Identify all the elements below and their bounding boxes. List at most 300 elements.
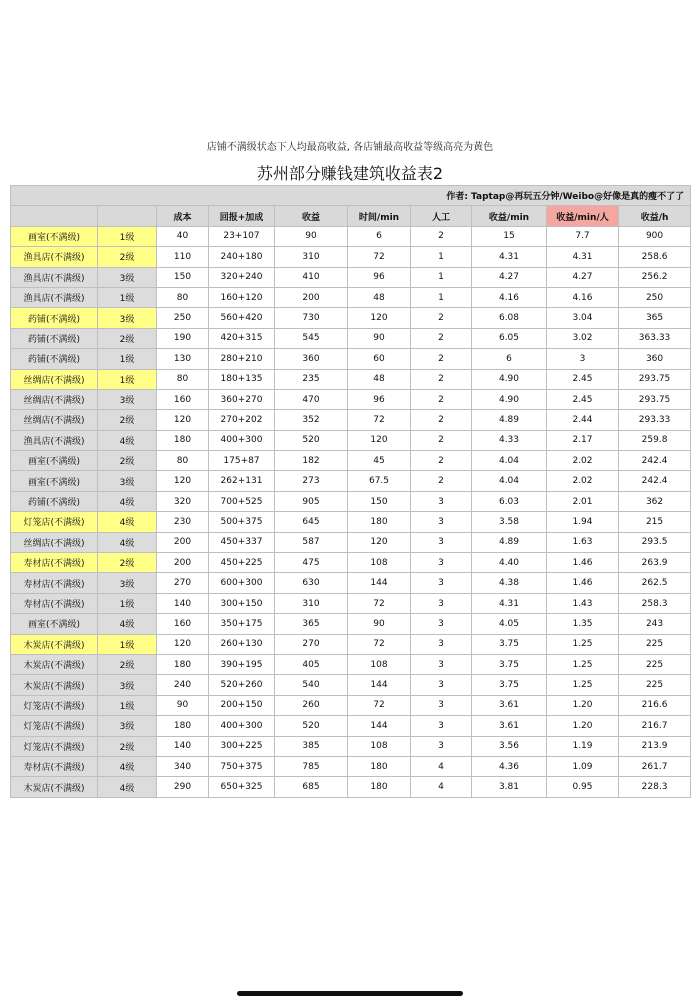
cell-per-min-worker: 1.35: [547, 614, 619, 634]
cell-workers: 2: [411, 308, 472, 328]
cell-income: 410: [275, 267, 348, 287]
cell-level: 3级: [98, 471, 157, 491]
cell-workers: 1: [411, 267, 472, 287]
cell-income: 730: [275, 308, 348, 328]
cell-income: 475: [275, 553, 348, 573]
cell-time: 48: [348, 369, 411, 389]
cell-return: 500+375: [209, 512, 275, 532]
cell-name: 灯笼店(不满级): [11, 736, 98, 756]
cell-time: 72: [348, 695, 411, 715]
cell-workers: 2: [411, 430, 472, 450]
cell-level: 4级: [98, 777, 157, 797]
cell-name: 灯笼店(不满级): [11, 716, 98, 736]
income-table: [10, 185, 691, 798]
cell-cost: 240: [157, 675, 209, 695]
cell-name: 木炭店(不满级): [11, 634, 98, 654]
col-header-level: [98, 206, 157, 226]
cell-per-hour: 228.3: [619, 777, 691, 797]
cell-time: 60: [348, 349, 411, 369]
table-row: [11, 695, 691, 715]
cell-level: 3级: [98, 716, 157, 736]
table-row: [11, 349, 691, 369]
cell-time: 108: [348, 553, 411, 573]
cell-level: 2级: [98, 736, 157, 756]
author-row: [11, 186, 691, 206]
cell-income: 470: [275, 389, 348, 409]
col-header-per-min: 收益/min: [472, 206, 547, 226]
cell-level: 4级: [98, 614, 157, 634]
cell-per-hour: 215: [619, 512, 691, 532]
cell-level: 4级: [98, 491, 157, 511]
cell-return: 400+300: [209, 716, 275, 736]
cell-return: 175+87: [209, 451, 275, 471]
cell-income: 360: [275, 349, 348, 369]
col-header-time: 时间/min: [348, 206, 411, 226]
cell-per-min: 4.36: [472, 756, 547, 776]
table-note: 店铺不满级状态下人均最高收益, 各店铺最高收益等级高亮为黄色: [206, 142, 494, 153]
cell-time: 72: [348, 634, 411, 654]
cell-income: 270: [275, 634, 348, 654]
cell-per-hour: 213.9: [619, 736, 691, 756]
cell-income: 260: [275, 695, 348, 715]
cell-time: 6: [348, 226, 411, 246]
cell-level: 1级: [98, 287, 157, 307]
cell-time: 90: [348, 614, 411, 634]
cell-level: 3级: [98, 573, 157, 593]
cell-income: 540: [275, 675, 348, 695]
cell-per-min: 6.05: [472, 328, 547, 348]
cell-workers: 2: [411, 410, 472, 430]
cell-name: 药铺(不满级): [11, 328, 98, 348]
cell-time: 96: [348, 389, 411, 409]
table-row: [11, 654, 691, 674]
cell-cost: 140: [157, 593, 209, 613]
table-row: [11, 491, 691, 511]
cell-name: 渔具店(不满级): [11, 267, 98, 287]
cell-per-min: 3.81: [472, 777, 547, 797]
cell-per-min: 3.75: [472, 634, 547, 654]
cell-per-hour: 900: [619, 226, 691, 246]
cell-time: 180: [348, 512, 411, 532]
cell-per-hour: 293.33: [619, 410, 691, 430]
table-row: [11, 593, 691, 613]
cell-income: 520: [275, 716, 348, 736]
cell-income: 90: [275, 226, 348, 246]
cell-name: 寿材店(不满级): [11, 756, 98, 776]
cell-income: 520: [275, 430, 348, 450]
table-row: [11, 756, 691, 776]
cell-per-hour: 250: [619, 287, 691, 307]
cell-cost: 340: [157, 756, 209, 776]
cell-name: 寿材店(不满级): [11, 573, 98, 593]
cell-return: 300+150: [209, 593, 275, 613]
cell-workers: 1: [411, 247, 472, 267]
table-row: [11, 410, 691, 430]
cell-return: 650+325: [209, 777, 275, 797]
cell-return: 390+195: [209, 654, 275, 674]
cell-time: 72: [348, 593, 411, 613]
cell-time: 120: [348, 308, 411, 328]
cell-cost: 320: [157, 491, 209, 511]
cell-cost: 160: [157, 614, 209, 634]
cell-per-min: 15: [472, 226, 547, 246]
cell-per-min-worker: 1.19: [547, 736, 619, 756]
author-credit: 作者: Taptap@再玩五分钟/Weibo@好像是真的瘦不了了: [11, 186, 691, 206]
cell-return: 450+337: [209, 532, 275, 552]
cell-time: 45: [348, 451, 411, 471]
cell-per-min-worker: 1.46: [547, 573, 619, 593]
cell-time: 150: [348, 491, 411, 511]
cell-per-min-worker: 3: [547, 349, 619, 369]
cell-workers: 3: [411, 675, 472, 695]
cell-name: 丝绸店(不满级): [11, 532, 98, 552]
cell-level: 1级: [98, 226, 157, 246]
cell-time: 72: [348, 410, 411, 430]
cell-per-min: 4.40: [472, 553, 547, 573]
cell-per-min: 3.58: [472, 512, 547, 532]
cell-time: 144: [348, 675, 411, 695]
cell-per-hour: 293.75: [619, 369, 691, 389]
cell-return: 270+202: [209, 410, 275, 430]
cell-return: 750+375: [209, 756, 275, 776]
cell-workers: 2: [411, 349, 472, 369]
cell-per-min-worker: 1.25: [547, 634, 619, 654]
cell-time: 120: [348, 532, 411, 552]
cell-income: 587: [275, 532, 348, 552]
cell-per-min: 3.61: [472, 695, 547, 715]
table-row: [11, 267, 691, 287]
table-row: [11, 247, 691, 267]
cell-level: 4级: [98, 532, 157, 552]
cell-workers: 4: [411, 777, 472, 797]
cell-return: 320+240: [209, 267, 275, 287]
table-row: [11, 389, 691, 409]
table-row: [11, 471, 691, 491]
cell-per-min: 4.89: [472, 532, 547, 552]
cell-name: 药铺(不满级): [11, 349, 98, 369]
table-row: [11, 716, 691, 736]
cell-per-hour: 256.2: [619, 267, 691, 287]
cell-income: 273: [275, 471, 348, 491]
cell-cost: 250: [157, 308, 209, 328]
cell-level: 2级: [98, 451, 157, 471]
cell-per-hour: 243: [619, 614, 691, 634]
cell-cost: 80: [157, 369, 209, 389]
cell-return: 450+225: [209, 553, 275, 573]
cell-per-min-worker: 1.63: [547, 532, 619, 552]
cell-time: 90: [348, 328, 411, 348]
cell-name: 木炭店(不满级): [11, 675, 98, 695]
cell-time: 108: [348, 736, 411, 756]
cell-name: 寿材店(不满级): [11, 553, 98, 573]
cell-workers: 3: [411, 736, 472, 756]
table-row: [11, 226, 691, 246]
cell-level: 3级: [98, 389, 157, 409]
cell-per-hour: 363.33: [619, 328, 691, 348]
cell-time: 120: [348, 430, 411, 450]
cell-workers: 4: [411, 756, 472, 776]
cell-level: 2级: [98, 654, 157, 674]
cell-income: 405: [275, 654, 348, 674]
cell-per-min-worker: 1.20: [547, 695, 619, 715]
cell-return: 560+420: [209, 308, 275, 328]
cell-time: 48: [348, 287, 411, 307]
page-title: 苏州部分赚钱建筑收益表2: [256, 164, 444, 183]
cell-time: 144: [348, 716, 411, 736]
cell-name: 灯笼店(不满级): [11, 512, 98, 532]
cell-name: 渔具店(不满级): [11, 247, 98, 267]
cell-return: 400+300: [209, 430, 275, 450]
cell-workers: 2: [411, 328, 472, 348]
cell-per-min-worker: 2.44: [547, 410, 619, 430]
cell-name: 画室(不满级): [11, 471, 98, 491]
table-row: [11, 287, 691, 307]
cell-per-min-worker: 1.25: [547, 654, 619, 674]
cell-return: 262+131: [209, 471, 275, 491]
cell-level: 3级: [98, 675, 157, 695]
cell-per-min: 4.90: [472, 389, 547, 409]
cell-per-min-worker: 4.31: [547, 247, 619, 267]
cell-workers: 3: [411, 695, 472, 715]
cell-level: 4级: [98, 430, 157, 450]
cell-per-min-worker: 4.16: [547, 287, 619, 307]
cell-per-hour: 242.4: [619, 471, 691, 491]
cell-name: 木炭店(不满级): [11, 654, 98, 674]
cell-per-min: 4.33: [472, 430, 547, 450]
table-row: [11, 328, 691, 348]
cell-return: 200+150: [209, 695, 275, 715]
cell-cost: 120: [157, 471, 209, 491]
cell-workers: 3: [411, 512, 472, 532]
cell-workers: 3: [411, 532, 472, 552]
cell-name: 画室(不满级): [11, 451, 98, 471]
cell-per-min: 4.90: [472, 369, 547, 389]
cell-workers: 2: [411, 389, 472, 409]
cell-cost: 120: [157, 634, 209, 654]
cell-level: 2级: [98, 328, 157, 348]
col-header-cost: 成本: [157, 206, 209, 226]
cell-per-hour: 259.8: [619, 430, 691, 450]
cell-per-min-worker: 4.27: [547, 267, 619, 287]
cell-income: 385: [275, 736, 348, 756]
table-row: [11, 451, 691, 471]
cell-per-hour: 258.3: [619, 593, 691, 613]
cell-per-min-worker: 2.02: [547, 451, 619, 471]
cell-per-hour: 225: [619, 675, 691, 695]
table-row: [11, 553, 691, 573]
cell-name: 画室(不满级): [11, 614, 98, 634]
cell-level: 1级: [98, 369, 157, 389]
cell-per-min: 4.31: [472, 593, 547, 613]
cell-per-min: 4.04: [472, 451, 547, 471]
cell-workers: 3: [411, 654, 472, 674]
cell-cost: 230: [157, 512, 209, 532]
table-row: [11, 430, 691, 450]
cell-per-hour: 242.4: [619, 451, 691, 471]
cell-level: 4级: [98, 512, 157, 532]
cell-per-min-worker: 2.45: [547, 369, 619, 389]
cell-per-min-worker: 1.43: [547, 593, 619, 613]
cell-per-min: 4.38: [472, 573, 547, 593]
home-indicator: [237, 991, 463, 996]
cell-level: 4级: [98, 756, 157, 776]
cell-time: 144: [348, 573, 411, 593]
cell-return: 360+270: [209, 389, 275, 409]
cell-per-hour: 263.9: [619, 553, 691, 573]
cell-level: 3级: [98, 267, 157, 287]
cell-per-min: 6: [472, 349, 547, 369]
cell-return: 420+315: [209, 328, 275, 348]
cell-per-min: 4.05: [472, 614, 547, 634]
cell-cost: 290: [157, 777, 209, 797]
cell-per-hour: 225: [619, 654, 691, 674]
cell-per-min: 4.16: [472, 287, 547, 307]
cell-per-hour: 225: [619, 634, 691, 654]
cell-cost: 110: [157, 247, 209, 267]
cell-cost: 40: [157, 226, 209, 246]
cell-cost: 150: [157, 267, 209, 287]
cell-income: 310: [275, 593, 348, 613]
cell-return: 240+180: [209, 247, 275, 267]
cell-level: 1级: [98, 634, 157, 654]
cell-per-min-worker: 1.46: [547, 553, 619, 573]
cell-per-min: 3.56: [472, 736, 547, 756]
table-row: [11, 573, 691, 593]
col-header-per-hour: 收益/h: [619, 206, 691, 226]
cell-per-min: 4.27: [472, 267, 547, 287]
table-row: [11, 634, 691, 654]
cell-income: 200: [275, 287, 348, 307]
cell-workers: 1: [411, 287, 472, 307]
cell-income: 685: [275, 777, 348, 797]
cell-cost: 180: [157, 654, 209, 674]
header-row: [11, 206, 691, 226]
cell-name: 渔具店(不满级): [11, 287, 98, 307]
cell-cost: 80: [157, 287, 209, 307]
col-header-income: 收益: [275, 206, 348, 226]
cell-cost: 130: [157, 349, 209, 369]
cell-cost: 160: [157, 389, 209, 409]
cell-per-min-worker: 1.94: [547, 512, 619, 532]
cell-income: 630: [275, 573, 348, 593]
cell-per-min-worker: 1.20: [547, 716, 619, 736]
cell-cost: 140: [157, 736, 209, 756]
cell-name: 渔具店(不满级): [11, 430, 98, 450]
col-header-name: [11, 206, 98, 226]
cell-cost: 270: [157, 573, 209, 593]
cell-name: 丝绸店(不满级): [11, 369, 98, 389]
cell-workers: 3: [411, 614, 472, 634]
table-row: [11, 675, 691, 695]
cell-income: 365: [275, 614, 348, 634]
cell-per-hour: 293.5: [619, 532, 691, 552]
cell-income: 352: [275, 410, 348, 430]
cell-per-min-worker: 2.17: [547, 430, 619, 450]
cell-per-min-worker: 2.02: [547, 471, 619, 491]
cell-return: 300+225: [209, 736, 275, 756]
cell-level: 2级: [98, 247, 157, 267]
table-row: [11, 614, 691, 634]
cell-cost: 180: [157, 716, 209, 736]
cell-return: 180+135: [209, 369, 275, 389]
cell-time: 180: [348, 756, 411, 776]
cell-workers: 2: [411, 226, 472, 246]
cell-income: 545: [275, 328, 348, 348]
cell-level: 1级: [98, 695, 157, 715]
cell-per-min: 4.31: [472, 247, 547, 267]
cell-per-hour: 216.6: [619, 695, 691, 715]
cell-per-min-worker: 3.02: [547, 328, 619, 348]
cell-name: 木炭店(不满级): [11, 777, 98, 797]
cell-return: 520+260: [209, 675, 275, 695]
cell-time: 96: [348, 267, 411, 287]
cell-per-min: 6.08: [472, 308, 547, 328]
table-row: [11, 512, 691, 532]
cell-return: 160+120: [209, 287, 275, 307]
cell-income: 645: [275, 512, 348, 532]
cell-level: 3级: [98, 308, 157, 328]
col-header-return: 回报+加成: [209, 206, 275, 226]
cell-per-hour: 262.5: [619, 573, 691, 593]
cell-per-min: 3.75: [472, 654, 547, 674]
cell-per-min: 6.03: [472, 491, 547, 511]
col-header-workers: 人工: [411, 206, 472, 226]
cell-return: 600+300: [209, 573, 275, 593]
cell-name: 药铺(不满级): [11, 308, 98, 328]
table-row: [11, 777, 691, 797]
cell-cost: 190: [157, 328, 209, 348]
cell-per-min-worker: 1.25: [547, 675, 619, 695]
cell-per-min-worker: 2.45: [547, 389, 619, 409]
cell-income: 905: [275, 491, 348, 511]
cell-per-min: 3.61: [472, 716, 547, 736]
cell-per-hour: 216.7: [619, 716, 691, 736]
cell-per-min-worker: 3.04: [547, 308, 619, 328]
cell-name: 画室(不满级): [11, 226, 98, 246]
cell-return: 280+210: [209, 349, 275, 369]
cell-time: 67.5: [348, 471, 411, 491]
table-row: [11, 532, 691, 552]
cell-workers: 3: [411, 593, 472, 613]
cell-workers: 3: [411, 634, 472, 654]
cell-cost: 180: [157, 430, 209, 450]
cell-level: 2级: [98, 410, 157, 430]
cell-cost: 90: [157, 695, 209, 715]
cell-per-hour: 360: [619, 349, 691, 369]
cell-name: 药铺(不满级): [11, 491, 98, 511]
cell-cost: 200: [157, 532, 209, 552]
cell-per-min-worker: 2.01: [547, 491, 619, 511]
cell-cost: 120: [157, 410, 209, 430]
table-row: [11, 369, 691, 389]
cell-cost: 200: [157, 553, 209, 573]
cell-workers: 3: [411, 716, 472, 736]
cell-return: 23+107: [209, 226, 275, 246]
cell-workers: 2: [411, 471, 472, 491]
cell-per-hour: 362: [619, 491, 691, 511]
cell-per-hour: 258.6: [619, 247, 691, 267]
cell-per-hour: 261.7: [619, 756, 691, 776]
cell-per-min: 4.04: [472, 471, 547, 491]
cell-per-min-worker: 0.95: [547, 777, 619, 797]
cell-time: 72: [348, 247, 411, 267]
cell-per-hour: 293.75: [619, 389, 691, 409]
cell-time: 108: [348, 654, 411, 674]
cell-name: 丝绸店(不满级): [11, 410, 98, 430]
cell-per-min-worker: 1.09: [547, 756, 619, 776]
col-header-per-min-worker: 收益/min/人: [547, 206, 619, 226]
cell-name: 寿材店(不满级): [11, 593, 98, 613]
